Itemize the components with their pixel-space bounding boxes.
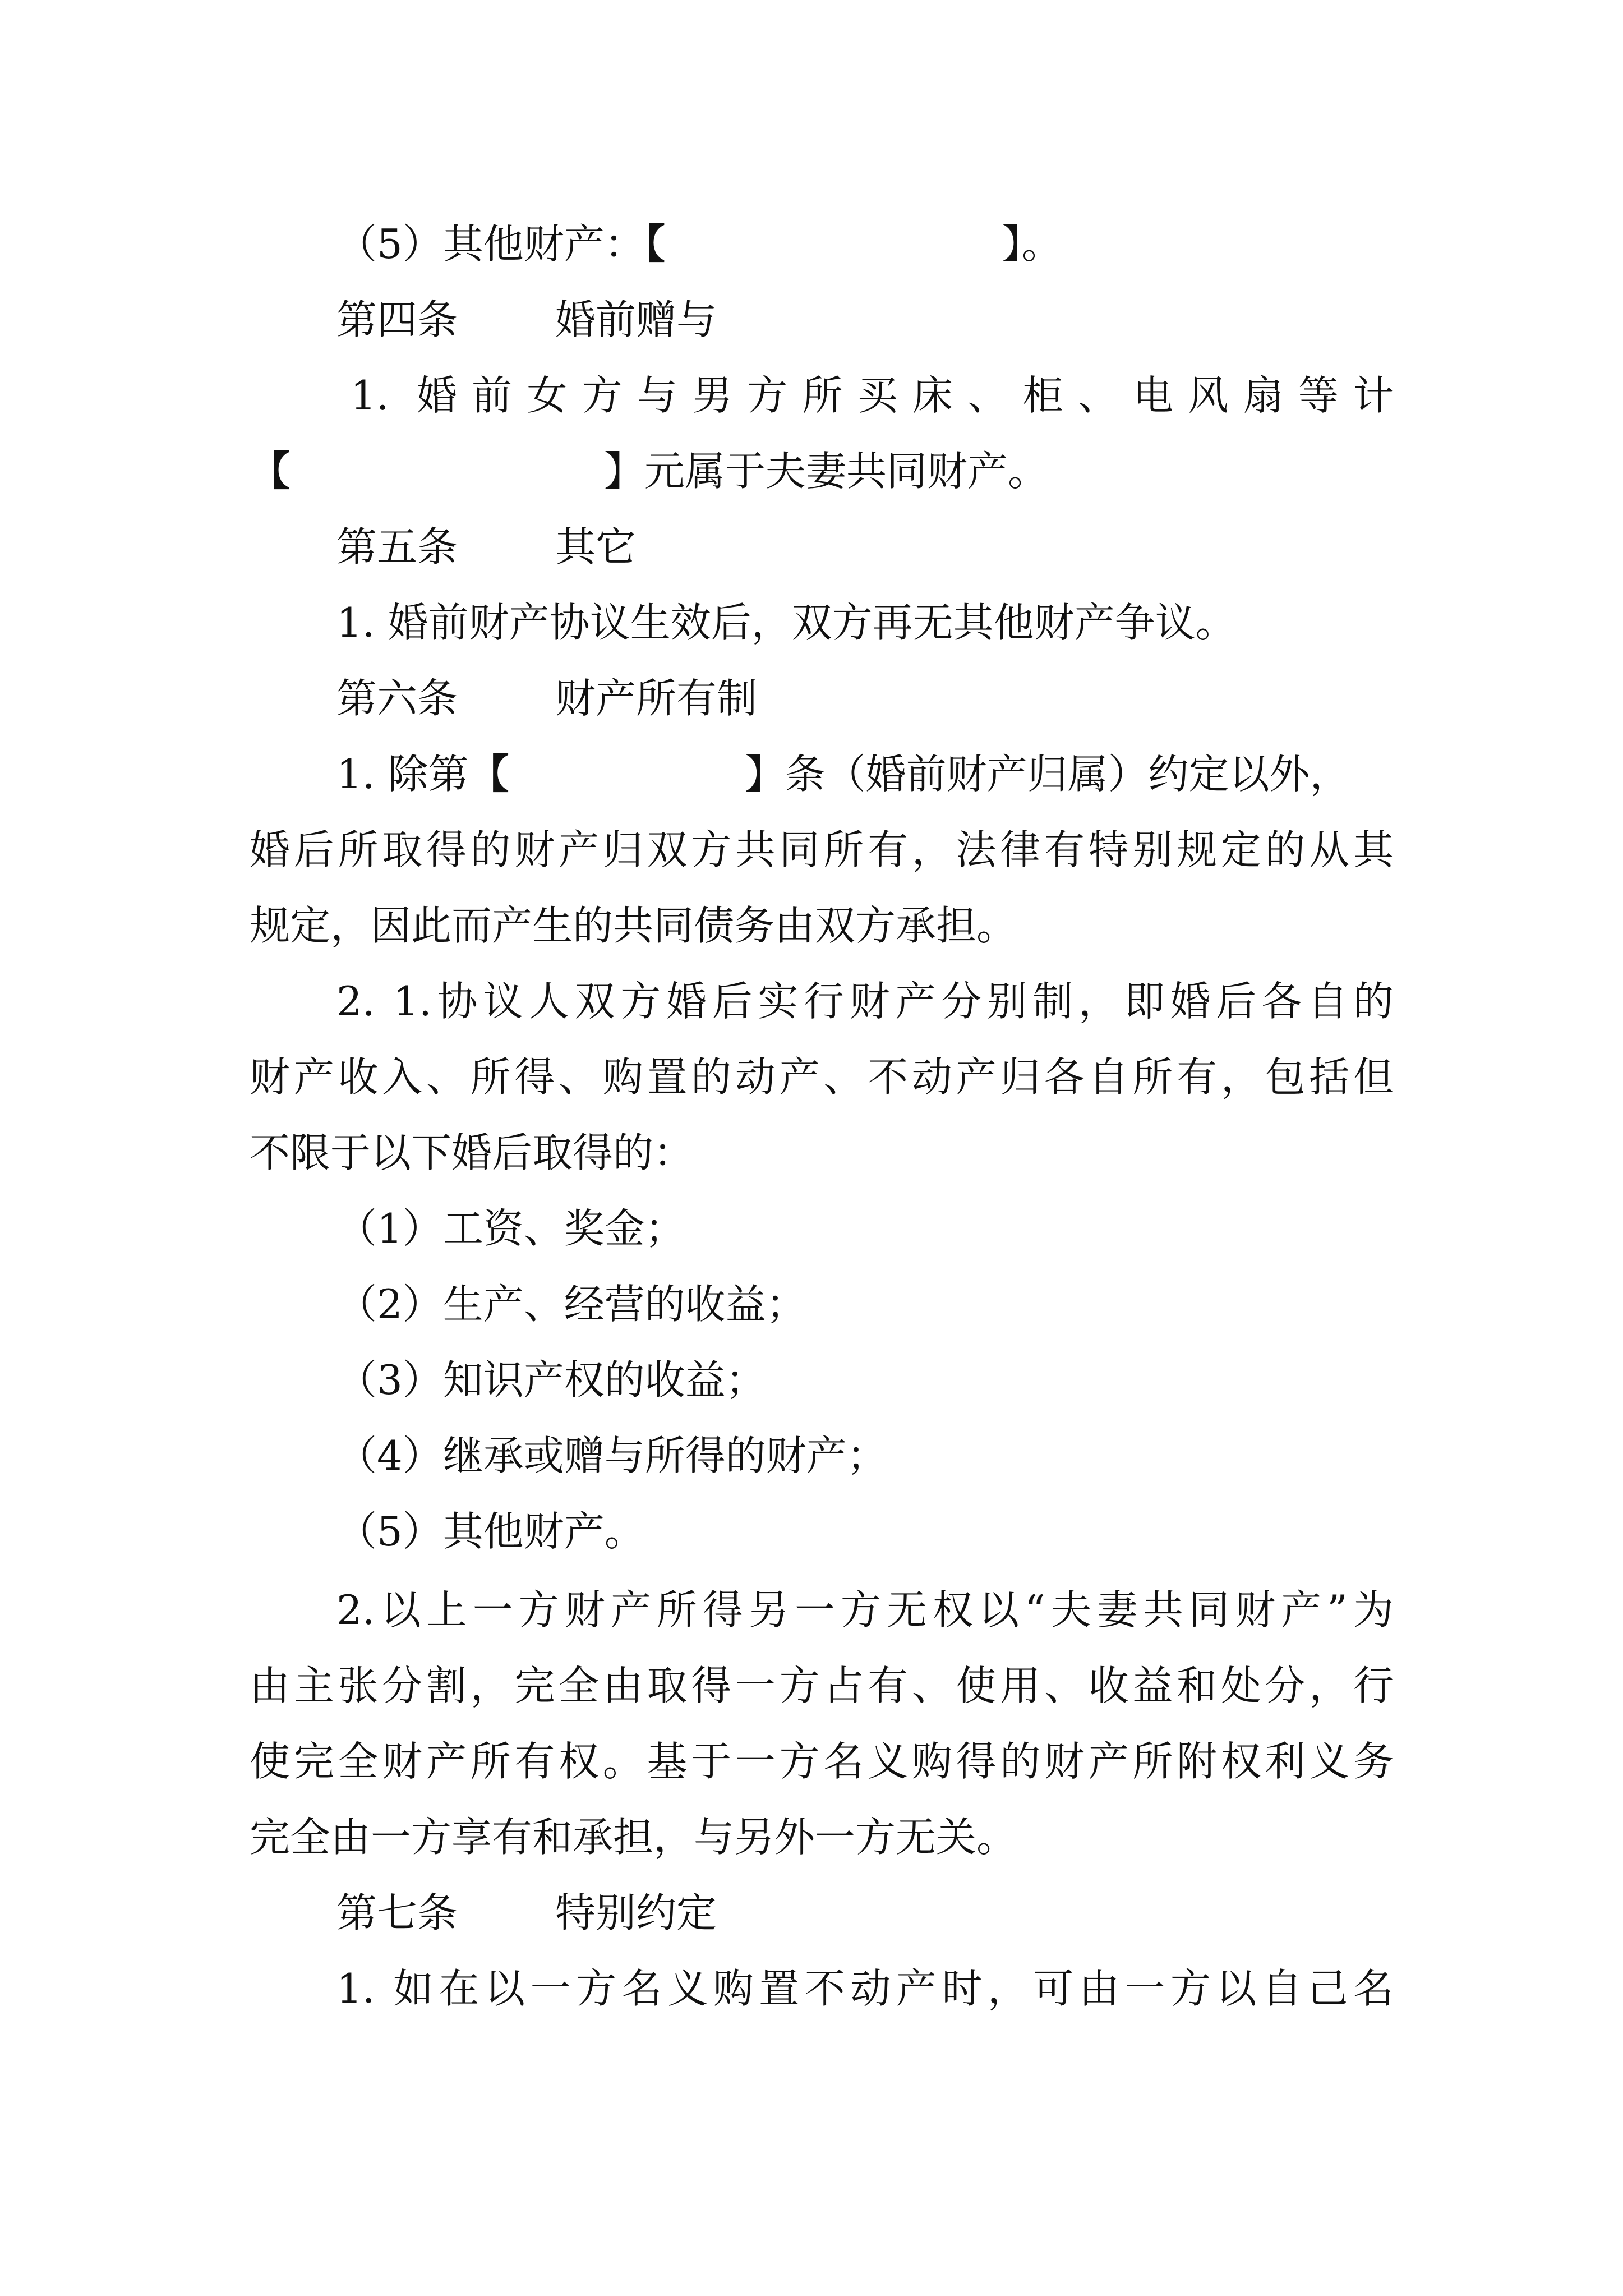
list-item-3: （3）知识产权的收益； (336, 1356, 766, 1404)
bracket-open: 【 (250, 447, 291, 495)
line-text: 1. 除第 (336, 751, 469, 798)
gift-line-1: 1. 婚前女方与男方所买床、柜、电风扇等计 (351, 372, 1394, 419)
article-7-heading (336, 1885, 1394, 1941)
separate-line-2: 财产收入、所得、购置的动产、不动产归各自所有，包括但 (250, 1053, 1394, 1101)
gift-line-2 (250, 443, 1394, 499)
ownership-line-2: 婚后所取得的财产归双方共同所有，法律有特别规定的从其 (250, 826, 1394, 873)
ownership-line-1 (336, 746, 1394, 802)
other-property-line (336, 216, 1394, 272)
claim-line-3: 使完全财产所有权。基于一方名义购得的财产所附权利义务 (250, 1738, 1394, 1785)
bracket-open: 【 (468, 750, 509, 798)
article-5-heading (336, 519, 1394, 575)
list-item-1: （1）工资、奖金； (336, 1205, 685, 1252)
line-text: 】条（婚前财产归属）约定以外， (744, 751, 1350, 798)
line-text: 】元属于夫妻共同财产。 (604, 448, 1049, 495)
claim-line-2: 由主张分割，完全由取得一方占有、使用、收益和处分，行 (250, 1662, 1394, 1709)
article-number: 第四条 (336, 296, 458, 343)
article-number: 第七条 (336, 1889, 458, 1936)
article-number: 第六条 (336, 675, 458, 722)
article-6-heading (336, 670, 1394, 726)
article-title: 其它 (555, 523, 637, 570)
list-item-2: （2）生产、经营的收益； (336, 1281, 806, 1328)
article-title: 特别约定 (555, 1889, 717, 1936)
separate-line-3: 不限于以下婚后取得的： (250, 1129, 694, 1176)
ownership-line-3: 规定，因此而产生的共同债务由双方承担。 (250, 902, 1017, 949)
separate-line-1: 2. 1.协议人双方婚后实行财产分别制，即婚后各自的 (336, 978, 1394, 1025)
claim-line-1: 2.以上一方财产所得另一方无权以“夫妻共同财产”为 (336, 1586, 1394, 1634)
list-item-4: （4）继承或赠与所得的财产； (336, 1432, 887, 1479)
claim-line-4: 完全由一方享有和承担，与另外一方无关。 (250, 1814, 1017, 1861)
line-text: （5）其他财产： (336, 220, 645, 268)
other-line-1: 1. 婚前财产协议生效后，双方再无其他财产争议。 (336, 599, 1236, 646)
article-4-heading (336, 292, 1394, 348)
line-text: 】。 (1001, 220, 1062, 268)
bracket-open: 【 (644, 220, 665, 268)
article-title: 财产所有制 (555, 675, 758, 722)
special-line-1: 1. 如在以一方名义购置不动产时，可由一方以自己名 (336, 1965, 1394, 2012)
article-number: 第五条 (336, 523, 458, 570)
list-item-5: （5）其他财产。 (336, 1508, 645, 1555)
article-title: 婚前赠与 (555, 296, 717, 343)
